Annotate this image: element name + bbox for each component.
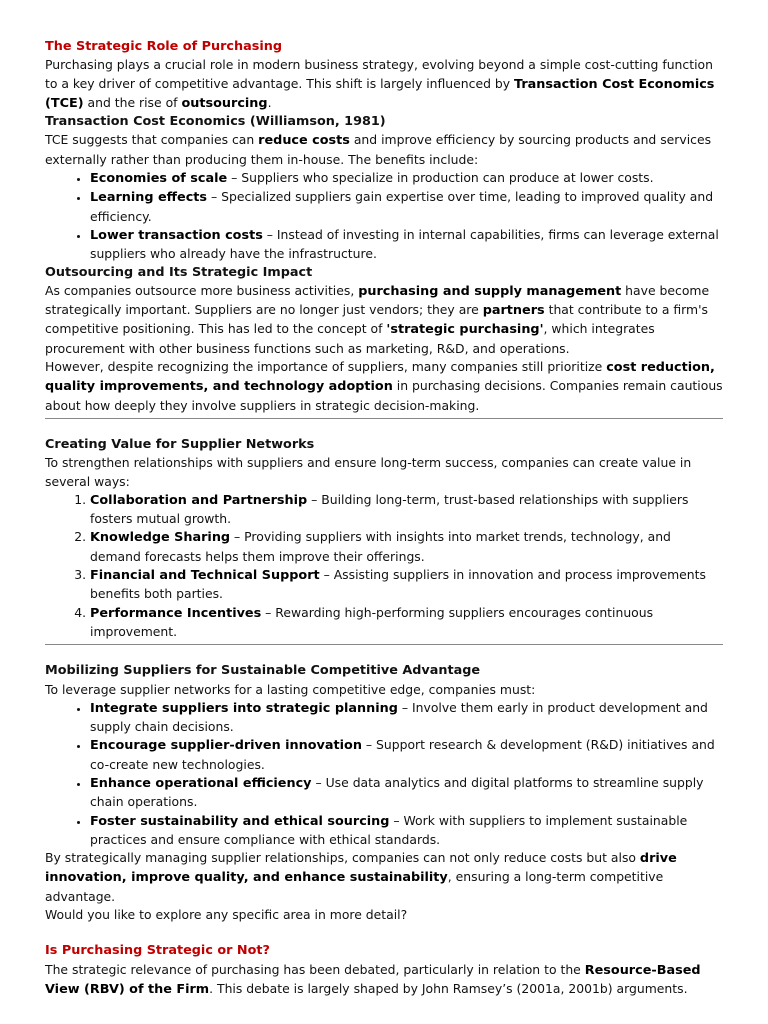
follow-up-question: Would you like to explore any specific area in more detail? bbox=[45, 907, 408, 923]
spacer bbox=[45, 924, 723, 942]
paragraph: The strategic relevance of purchasing has been debated, particularly in relation to the Resource-Based View (RBV) of the Firm. This debate is largely shaped by John Ramsey’s (2001a, 2001b) arguments. bbox=[45, 961, 701, 997]
list-item: 2. Knowledge Sharing – Providing suppliers with insights into market trends, technology, and demand forecasts helps them improve their offerings. bbox=[90, 528, 723, 566]
list-item: • Economies of scale – Suppliers who specialize in production can produce at lower costs. bbox=[90, 169, 723, 188]
section-title-strategic-role: The Strategic Role of Purchasing bbox=[45, 39, 283, 54]
paragraph: As companies outsource more business activities, purchasing and supply management have become strategically important. Suppliers are no longer just vendors; they are partners that contribute to a firm's competitive positioning. This has led to the concept of 'strategic purchasing', which integrates procurement with other business functions such as marketing, R&D, and operations. bbox=[45, 282, 710, 356]
section-title-is-purchasing-strategic: Is Purchasing Strategic or Not? bbox=[45, 943, 270, 959]
paragraph: By strategically managing supplier relationships, companies can not only reduce costs but also drive innovation, improve quality, and enhance sustainability, ensuring a long-term competitive advantage. bbox=[45, 850, 677, 904]
subheading-tce: Transaction Cost Economics (Williamson, 1981) bbox=[45, 114, 386, 130]
section-title-mobilizing-suppliers: Mobilizing Suppliers for Sustainable Competitive Advantage bbox=[45, 663, 481, 679]
paragraph: TCE suggests that companies can reduce costs and improve efficiency by sourcing products and services externally rather than producing them in-house. The benefits include: bbox=[45, 132, 712, 167]
list-item: 3. Financial and Technical Support – Assisting suppliers in innovation and process improvements benefits both parties. bbox=[90, 566, 723, 604]
paragraph: To leverage supplier networks for a lasting competitive edge, companies must: bbox=[45, 681, 536, 697]
list-item: 4. Performance Incentives – Rewarding high-performing suppliers encourages continuous improvement. bbox=[90, 604, 723, 642]
divider bbox=[45, 644, 723, 645]
section-title-creating-value: Creating Value for Supplier Networks bbox=[45, 436, 315, 452]
paragraph: Purchasing plays a crucial role in modern business strategy, evolving beyond a simple cost-cutting function to a key driver of competitive advantage. This shift is largely influenced by Transaction Cost Economics (TCE) and the rise of outsourcing. bbox=[45, 57, 715, 111]
document-body bbox=[45, 38, 723, 999]
paragraph: To strengthen relationships with suppliers and ensure long-term success, companies can create value in several ways: bbox=[45, 455, 692, 489]
list-item: 1. Collaboration and Partnership – Building long-term, trust-based relationships with suppliers fosters mutual growth. bbox=[90, 491, 723, 529]
value-creation-list bbox=[45, 491, 723, 641]
tce-benefits-list bbox=[45, 169, 723, 263]
list-item: • Learning effects – Specialized suppliers gain expertise over time, leading to improved quality and efficiency. bbox=[90, 188, 723, 226]
list-item: • Encourage supplier-driven innovation – Support research & development (R&D) initiatives and co-create new technologies. bbox=[90, 736, 723, 774]
paragraph: However, despite recognizing the importance of suppliers, many companies still prioritize cost reduction, quality improvements, and technology adoption in purchasing decisions. Companies remain cautious about how deeply they involve suppliers in strategic decision-making. bbox=[45, 359, 723, 413]
list-item: • Enhance operational efficiency – Use data analytics and digital platforms to streamline supply chain operations. bbox=[90, 774, 723, 812]
subheading-outsourcing: Outsourcing and Its Strategic Impact bbox=[45, 264, 313, 280]
divider bbox=[45, 418, 723, 419]
list-item: • Integrate suppliers into strategic planning – Involve them early in product development and supply chain decisions. bbox=[90, 699, 723, 737]
list-item: • Foster sustainability and ethical sourcing – Work with suppliers to implement sustainable practices and ensure compliance with ethical standards. bbox=[90, 812, 723, 850]
list-item: • Lower transaction costs – Instead of investing in internal capabilities, firms can leverage external suppliers who already have the infrastructure. bbox=[90, 226, 723, 264]
mobilizing-list bbox=[45, 699, 723, 849]
